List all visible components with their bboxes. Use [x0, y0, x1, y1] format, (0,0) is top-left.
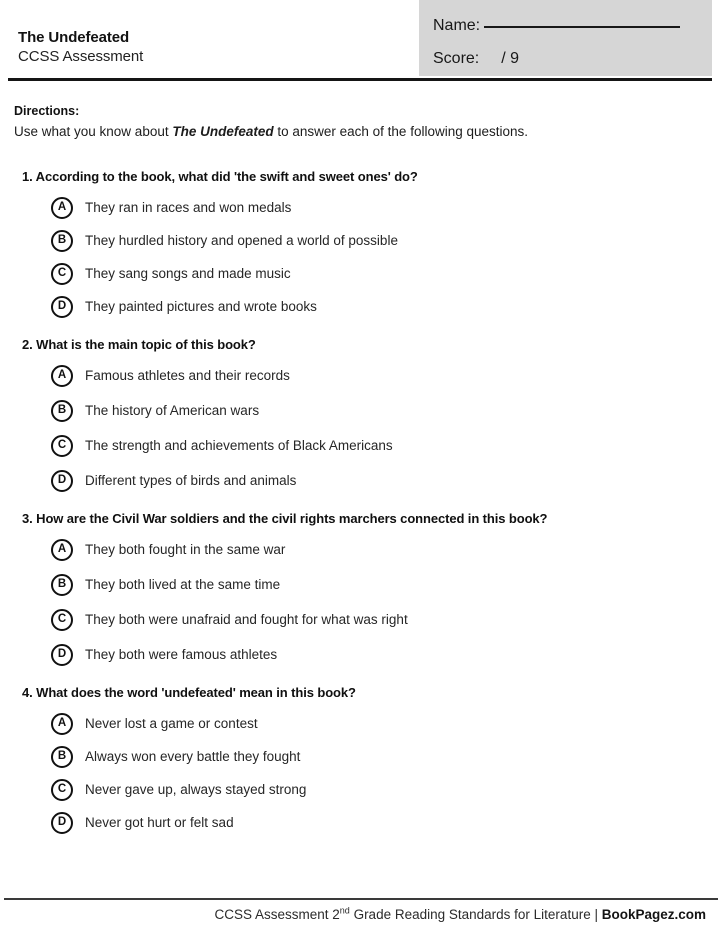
footer-ordinal: nd [339, 905, 350, 916]
option-text: Famous athletes and their records [85, 367, 290, 383]
option-bubble-b[interactable]: B [51, 574, 73, 596]
option-text: They sang songs and made music [85, 265, 291, 281]
page-footer [0, 906, 706, 924]
option-bubble-a[interactable]: A [51, 365, 73, 387]
option-bubble-c[interactable]: C [51, 609, 73, 631]
question-prompt: 4. What does the word 'undefeated' mean in this book? [22, 685, 356, 700]
footer-text-after: Grade Reading Standards for Literature | [349, 907, 602, 922]
answer-option[interactable] [51, 432, 720, 459]
page-header [0, 0, 720, 78]
answer-option[interactable] [51, 809, 720, 836]
option-bubble-a[interactable]: A [51, 713, 73, 735]
option-bubble-b[interactable]: B [51, 230, 73, 252]
question-prompt: 1. According to the book, what did 'the swift and sweet ones' do? [22, 169, 418, 184]
question-block [0, 336, 720, 494]
option-bubble-a[interactable]: A [51, 539, 73, 561]
answer-option[interactable] [51, 227, 720, 254]
footer-brand: BookPagez.com [601, 907, 706, 922]
option-bubble-d[interactable]: D [51, 812, 73, 834]
name-label: Name: [433, 17, 481, 34]
option-bubble-b[interactable]: B [51, 746, 73, 768]
directions-book-title: The Undefeated [172, 124, 274, 139]
option-bubble-c[interactable]: C [51, 435, 73, 457]
directions-text-before: Use what you know about [14, 124, 173, 139]
question-prompt: 3. How are the Civil War soldiers and the civil rights marchers connected in this book? [22, 511, 548, 526]
directions-body [14, 122, 704, 141]
score-value[interactable]: / 9 [501, 50, 520, 67]
footer-divider [4, 898, 718, 900]
option-bubble-a[interactable]: A [51, 197, 73, 219]
answer-option[interactable] [51, 194, 720, 221]
option-bubble-d[interactable]: D [51, 644, 73, 666]
question-prompt: 2. What is the main topic of this book? [22, 337, 256, 352]
answer-option[interactable] [51, 536, 720, 563]
student-info-panel [419, 0, 712, 76]
header-title-group [18, 28, 143, 67]
answer-option[interactable] [51, 362, 720, 389]
option-text: They painted pictures and wrote books [85, 298, 317, 314]
option-bubble-c[interactable]: C [51, 779, 73, 801]
option-text: The strength and achievements of Black Americans [85, 437, 393, 453]
page-subtitle: CCSS Assessment [18, 48, 144, 65]
answer-option[interactable] [51, 641, 720, 668]
answer-option[interactable] [51, 571, 720, 598]
option-text: They both were unafraid and fought for what was right [85, 611, 408, 627]
option-text: They both were famous athletes [85, 646, 278, 662]
directions-text-after: to answer each of the following questions. [273, 124, 529, 139]
directions-section [14, 103, 704, 141]
questions-list [0, 168, 720, 852]
answer-option[interactable] [51, 776, 720, 803]
answer-option[interactable] [51, 710, 720, 737]
answer-option[interactable] [51, 260, 720, 287]
question-block [0, 168, 720, 320]
name-input-blank[interactable] [484, 13, 680, 28]
option-bubble-b[interactable]: B [51, 400, 73, 422]
score-field-row [433, 50, 519, 68]
directions-heading: Directions: [14, 104, 80, 118]
page-title: The Undefeated [18, 29, 130, 46]
answer-option[interactable] [51, 743, 720, 770]
footer-text-before: CCSS Assessment 2 [214, 907, 340, 922]
option-bubble-c[interactable]: C [51, 263, 73, 285]
score-label: Score: [433, 50, 480, 67]
answer-option[interactable] [51, 606, 720, 633]
header-divider [8, 78, 712, 81]
answer-option[interactable] [51, 293, 720, 320]
option-text: They ran in races and won medals [85, 199, 292, 215]
answer-option[interactable] [51, 397, 720, 424]
name-field-row [433, 13, 680, 35]
option-text: The history of American wars [85, 402, 260, 418]
option-text: They hurdled history and opened a world of possible [85, 232, 398, 248]
option-text: Never got hurt or felt sad [85, 814, 234, 830]
option-text: Never gave up, always stayed strong [85, 781, 307, 797]
question-block [0, 684, 720, 836]
option-bubble-d[interactable]: D [51, 470, 73, 492]
option-text: They both lived at the same time [85, 576, 281, 592]
option-text: Always won every battle they fought [85, 748, 301, 764]
option-text: Never lost a game or contest [85, 715, 258, 731]
option-text: Different types of birds and animals [85, 472, 297, 488]
question-block [0, 510, 720, 668]
option-text: They both fought in the same war [85, 541, 286, 557]
option-bubble-d[interactable]: D [51, 296, 73, 318]
answer-option[interactable] [51, 467, 720, 494]
